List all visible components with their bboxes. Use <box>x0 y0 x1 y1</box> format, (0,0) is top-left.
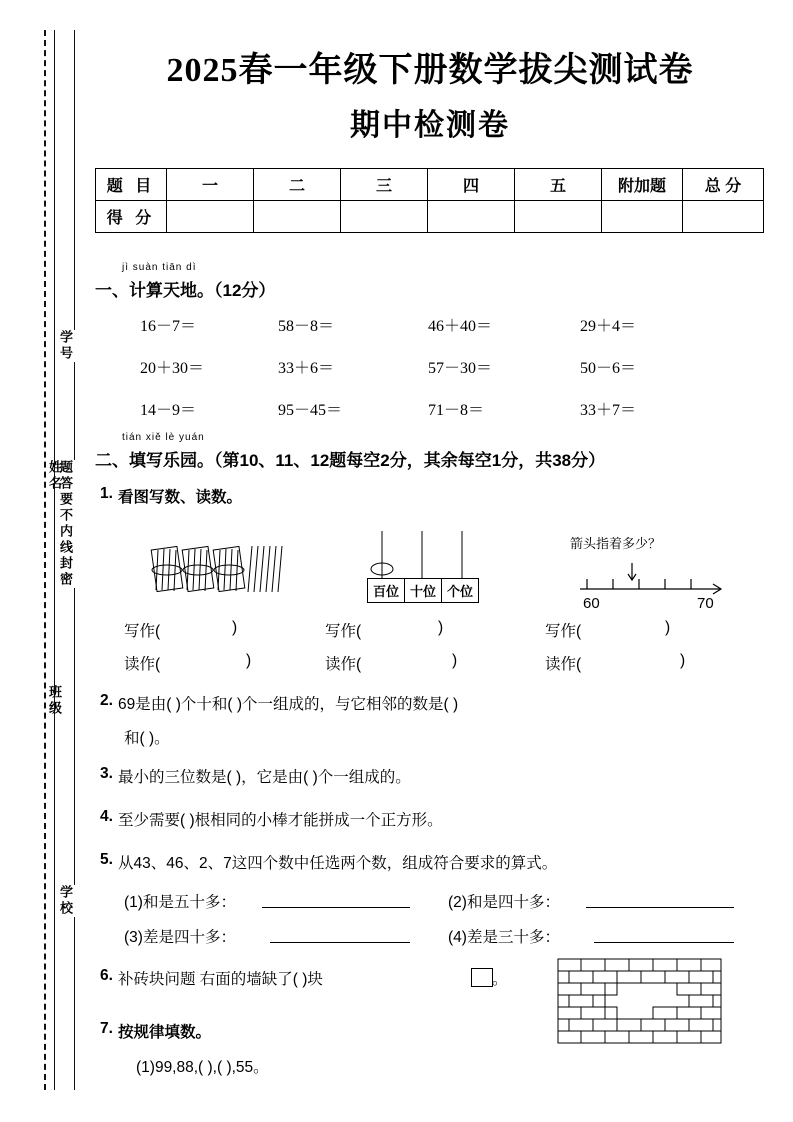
q3-text[interactable]: 最小的三位数是( )，它是由( )个一组成的。 <box>118 769 411 786</box>
q7-text: 按规律填数。 <box>118 1024 212 1041</box>
q1-read-close-2: ) <box>452 652 458 669</box>
sticks-bundles-illustration <box>150 540 310 600</box>
dashed-fold-line <box>44 30 46 1090</box>
score-cell-3[interactable] <box>341 201 428 233</box>
margin-label-xuexiao: 学校 <box>55 885 75 917</box>
calc-item-1: 16－7＝ <box>140 318 197 335</box>
calc-item-9: 14－9＝ <box>140 402 197 419</box>
q1-write-close-3: ) <box>665 619 671 636</box>
q1-read-label-1[interactable]: 读作( <box>124 656 161 673</box>
q1-write-close-1: ) <box>232 619 238 636</box>
margin-label-xingming: 姓名 <box>47 460 62 492</box>
section1-pinyin: jì suàn tiān dì <box>122 262 197 273</box>
q5-answer-line-1[interactable] <box>262 907 410 908</box>
number-line-right-label: 70 <box>697 595 714 612</box>
page-subtitle: 期中检测卷 <box>350 109 510 142</box>
place-value-hundreds: 百位 <box>368 579 405 602</box>
q5-answer-line-4[interactable] <box>594 942 734 943</box>
score-col-2: 二 <box>254 169 341 201</box>
q6-tail: 。 <box>492 971 508 988</box>
score-col-1: 一 <box>167 169 254 201</box>
q6-answer-box[interactable] <box>471 968 493 987</box>
score-col-4: 四 <box>428 169 515 201</box>
q4-text[interactable]: 至少需要( )根相同的小棒才能拼成一个正方形。 <box>118 812 443 829</box>
q5-item-3: (3)差是四十多： <box>124 929 236 946</box>
score-cell-2[interactable] <box>254 201 341 233</box>
q2-label: 2. <box>100 692 113 709</box>
calc-item-5: 20＋30＝ <box>140 360 205 377</box>
score-cell-1[interactable] <box>167 201 254 233</box>
section2-pinyin: tián xiě lè yuán <box>122 432 205 443</box>
calc-item-10: 95－45＝ <box>278 402 343 419</box>
calc-item-3: 46＋40＝ <box>428 318 493 335</box>
page-title: 2025春一年级下册数学拔尖测试卷 <box>166 52 694 89</box>
q1-arrow-question: 箭头指着多少？ <box>570 536 662 551</box>
table-row-score <box>96 201 764 233</box>
section2-header: 二、填写乐园。（第10、11、12题每空2分，其余每空1分，共38分） <box>95 451 606 470</box>
q6-label: 6. <box>100 967 113 984</box>
q2-line1[interactable]: 69是由( )个十和( )个一组成的，与它相邻的数是( ) <box>118 696 459 713</box>
score-col-5: 五 <box>515 169 602 201</box>
q1-read-label-3[interactable]: 读作( <box>545 656 582 673</box>
q1-read-close-3: ) <box>680 652 686 669</box>
q5-text: 从43、46、2、7这四个数中任选两个数，组成符合要求的算式。 <box>118 855 558 872</box>
q1-write-label-3[interactable]: 写作( <box>545 623 582 640</box>
q5-answer-line-2[interactable] <box>586 907 734 908</box>
score-cell-5[interactable] <box>515 201 602 233</box>
q7-line1[interactable]: (1)99,88,( ),( ),55。 <box>136 1059 269 1076</box>
number-line-left-label: 60 <box>583 595 600 612</box>
q5-label: 5. <box>100 851 113 868</box>
calc-item-12: 33＋7＝ <box>580 402 637 419</box>
q1-read-close-1: ) <box>246 652 252 669</box>
place-value-ones: 个位 <box>447 584 474 599</box>
score-table-label-得分: 得 分 <box>96 201 167 233</box>
calc-item-7: 57－30＝ <box>428 360 493 377</box>
q5-answer-line-3[interactable] <box>270 942 410 943</box>
q2-line2[interactable]: 和( )。 <box>124 730 170 747</box>
place-value-box <box>367 578 479 603</box>
score-table-label-题目: 题 目 <box>96 169 167 201</box>
calc-item-2: 58－8＝ <box>278 318 335 335</box>
margin-label-warning: 题答要不内线封密 <box>55 460 75 588</box>
left-margin-strip <box>38 30 74 1090</box>
q5-item-4: (4)差是三十多： <box>448 929 560 946</box>
score-cell-4[interactable] <box>428 201 515 233</box>
section1-header: 一、计算天地。（12分） <box>95 281 276 300</box>
score-cell-total[interactable] <box>683 201 764 233</box>
calc-item-8: 50－6＝ <box>580 360 637 377</box>
score-col-3: 三 <box>341 169 428 201</box>
q5-item-2: (2)和是四十多： <box>448 894 560 911</box>
q5-item-1: (1)和是五十多： <box>124 894 236 911</box>
q7-label: 7. <box>100 1020 113 1037</box>
q1-write-label-2[interactable]: 写作( <box>325 623 362 640</box>
calc-item-11: 71－8＝ <box>428 402 485 419</box>
q1-write-close-2: ) <box>438 619 444 636</box>
margin-label-xuehao: 学号 <box>55 330 75 362</box>
score-table <box>95 168 764 233</box>
place-value-tens: 十位 <box>405 579 442 602</box>
q6-text[interactable]: 补砖块问题 右面的墙缺了( )块 <box>118 971 323 988</box>
score-col-total: 总 分 <box>683 169 764 201</box>
score-col-bonus: 附加题 <box>602 169 683 201</box>
margin-label-banji: 班级 <box>47 685 62 717</box>
score-cell-bonus[interactable] <box>602 201 683 233</box>
q1-write-label-1[interactable]: 写作( <box>124 623 161 640</box>
abacus-rods-illustration <box>365 527 493 579</box>
calc-item-6: 33＋6＝ <box>278 360 335 377</box>
calc-item-4: 29＋4＝ <box>580 318 637 335</box>
q3-label: 3. <box>100 765 113 782</box>
q1-label: 1. <box>100 485 113 502</box>
q1-read-label-2[interactable]: 读作( <box>325 656 362 673</box>
brick-wall-illustration <box>557 958 722 1044</box>
q1-text: 看图写数、读数。 <box>118 489 243 506</box>
q4-label: 4. <box>100 808 113 825</box>
table-row-header <box>96 169 764 201</box>
